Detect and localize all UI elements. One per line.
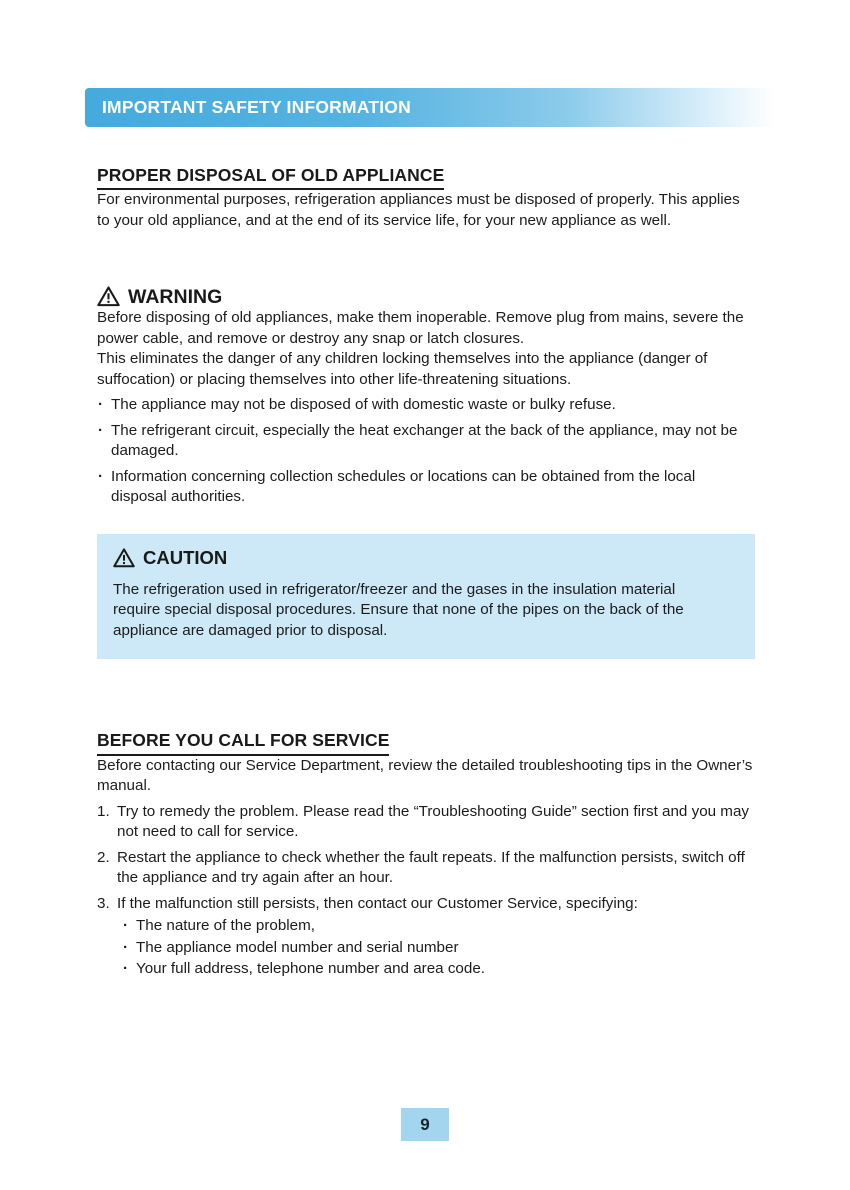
list-item: · Your full address, telephone number and area code. — [122, 959, 755, 980]
caution-heading — [113, 547, 739, 569]
warning-triangle-icon — [97, 285, 120, 308]
page-number: 9 — [401, 1108, 449, 1141]
step-text: If the malfunction still persists, then contact our Customer Service, specifying: — [117, 894, 638, 912]
service-section — [97, 731, 755, 979]
list-item: · The refrigerant circuit, especially the heat exchanger at the back of the appliance, may not be damaged. — [97, 421, 755, 462]
service-intro: Before contacting our Service Department, review the detailed troubleshooting tips in the Owner’s manual. — [97, 756, 753, 794]
disposal-intro: For environmental purposes, refrigeration appliances must be disposed of properly. This applies to your old appliance, and at the end of its service life, for your new appliance as well. — [97, 191, 740, 229]
section-banner — [85, 88, 775, 127]
page-content — [97, 127, 755, 985]
list-item: Try to remedy the problem. Please read the “Troubleshooting Guide” section first and you may not need to call for service. — [117, 802, 749, 840]
service-steps-list — [97, 802, 755, 980]
caution-text: The refrigeration used in refrigerator/freezer and the gases in the insulation material require special disposal procedures. Ensure that none of the pipes on the back of the appliance are damaged prior to disposal. — [113, 580, 684, 639]
service-heading: BEFORE YOU CALL FOR SERVICE — [97, 731, 389, 755]
disposal-bullet-list — [97, 395, 755, 508]
warning-heading — [97, 285, 755, 308]
list-item: · The appliance may not be disposed of with domestic waste or bulky refuse. — [97, 395, 755, 416]
warning-paragraph-2: This eliminates the danger of any children locking themselves into the appliance (danger of suffocation) or placing themselves into other life-threatening situations. — [97, 350, 708, 388]
list-item: · Information concerning collection schedules or locations can be obtained from the local disposal authorities. — [97, 467, 755, 508]
disposal-heading: PROPER DISPOSAL OF OLD APPLIANCE — [97, 166, 444, 190]
caution-triangle-icon — [113, 547, 135, 569]
list-item: · The appliance model number and serial number — [122, 938, 755, 959]
list-item — [97, 894, 755, 980]
caution-box — [97, 534, 755, 660]
banner-title: IMPORTANT SAFETY INFORMATION — [102, 97, 411, 117]
disposal-section — [97, 166, 755, 659]
service-sub-bullet-list — [122, 916, 755, 980]
page-footer — [0, 1108, 850, 1190]
warning-label: WARNING — [128, 285, 223, 308]
caution-label: CAUTION — [143, 546, 228, 568]
list-item: Restart the appliance to check whether the fault repeats. If the malfunction persists, switch off the appliance and try again after an hour. — [117, 848, 745, 886]
list-item: · The nature of the problem, — [122, 916, 755, 937]
warning-paragraph-1: Before disposing of old appliances, make them inoperable. Remove plug from mains, severe the power cable, and remove or destroy any snap or latch closures. — [97, 309, 744, 347]
